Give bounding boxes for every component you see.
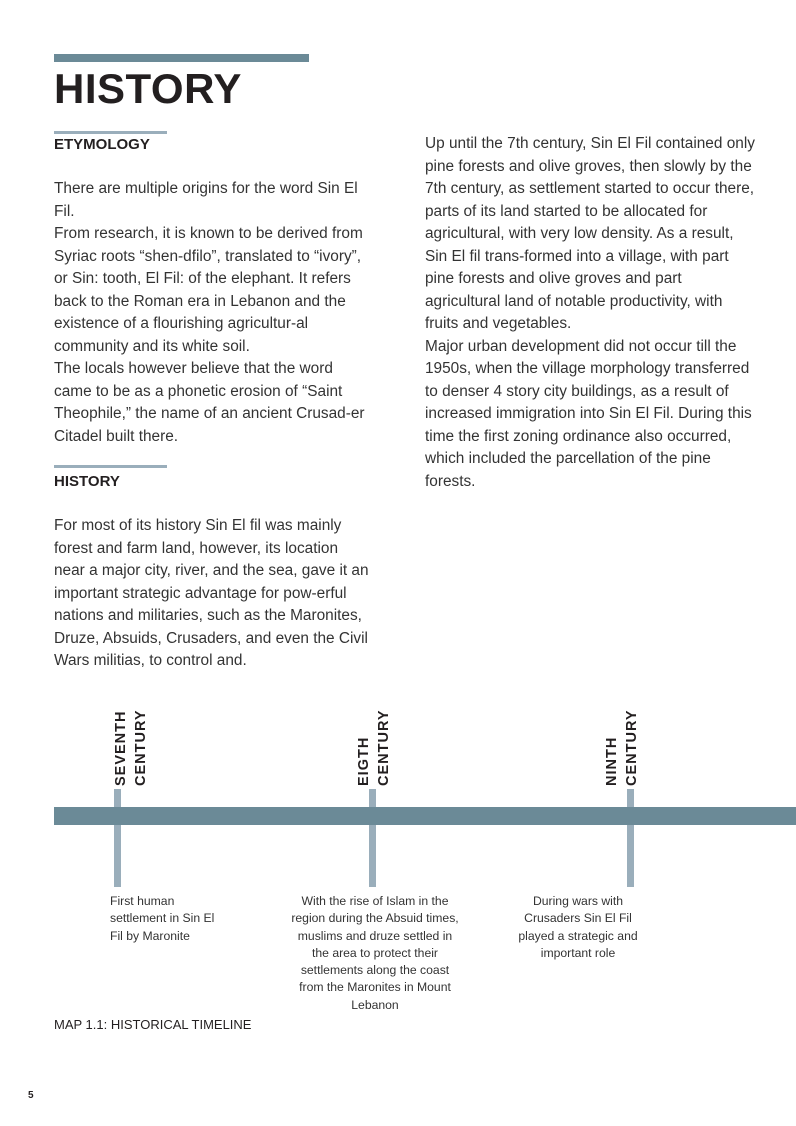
etymology-accent-bar: [54, 131, 167, 134]
history-heading: HISTORY: [54, 473, 120, 490]
timeline-label-line2: CENTURY: [624, 709, 640, 786]
timeline-description-eighth: With the rise of Islam in the region during the Absuid times, muslims and druze settled in the area to protect their settlements along the coast from the Maronites in Mount Lebanon: [291, 894, 459, 1012]
timeline-description-seventh: First human settlement in Sin El Fil by Maronite: [110, 894, 215, 943]
timeline-label-line2: CENTURY: [133, 709, 149, 786]
timeline-label-seventh-century: [111, 706, 151, 786]
timeline-tick-eighth-bottom: [369, 825, 376, 887]
timeline-description-ninth: During wars with Crusaders Sin El Fil played a strategic and important role: [518, 894, 638, 960]
timeline-tick-ninth-top: [627, 789, 634, 807]
history-text: [54, 515, 372, 673]
timeline-tick-seventh-bottom: [114, 825, 121, 887]
timeline-tick-seventh-top: [114, 789, 121, 807]
right-column-text: [425, 133, 755, 493]
map-caption: MAP 1.1: HISTORICAL TIMELINE: [54, 1017, 252, 1032]
timeline-tick-ninth-bottom: [627, 825, 634, 887]
etymology-paragraph-2: From research, it is known to be derived from Syriac roots “shen-dfilo”, translated to “ivory”, or Sin: tooth, El Fil: of the elephant. It refers back to the Roman era in Lebanon and the existence of a flourishing agricultur-al community and its white soil.: [54, 225, 363, 355]
right-paragraph-1: Up until the 7th century, Sin El Fil contained only pine forests and olive groves, then slowly by the 7th century, as settlement started to occur there, parts of its land started to be allocated for agricultural, with very low density. As a result, Sin El fil trans-formed into a village, with part pine forests and olive groves and part agricultural land of notable productivity, with fruits and vegetables.: [425, 135, 755, 332]
timeline-tick-eighth-top: [369, 789, 376, 807]
etymology-paragraph-3: The locals however believe that the word came to be as a phonetic erosion of “Saint Theophile,” the name of an ancient Crusad-er Citadel built there.: [54, 360, 365, 445]
timeline-label-line2: CENTURY: [376, 709, 392, 786]
etymology-text: [54, 178, 372, 448]
timeline-label-ninth-century: [602, 706, 642, 786]
timeline-bar: [54, 807, 796, 825]
timeline-label-line1: SEVENTH: [113, 710, 129, 786]
history-accent-bar: [54, 465, 167, 468]
page-number: 5: [28, 1090, 34, 1101]
title-accent-bar: [54, 54, 309, 62]
timeline-label-line1: EIGTH: [356, 736, 372, 786]
timeline-label-eighth-century: [354, 706, 394, 786]
etymology-heading: ETYMOLOGY: [54, 136, 150, 153]
right-paragraph-2: Major urban development did not occur till the 1950s, when the village morphology transferred to denser 4 story city buildings, as a result of increased immigration into Sin El Fil. During this time the first zoning ordinance also occurred, which included the parcellation of the pine forests.: [425, 337, 752, 490]
page-title: HISTORY: [54, 65, 242, 112]
timeline-label-line1: NINTH: [604, 736, 620, 786]
history-paragraph-1: For most of its history Sin El fil was mainly forest and farm land, however, its location near a major city, river, and the sea, gave it an important strategic advantage for pow-erful nations and militaries, such as the Maronites, Druze, Absuids, Crusaders, and even the Civil Wars militias, to control and.: [54, 517, 369, 669]
etymology-paragraph-1: There are multiple origins for the word Sin El Fil.: [54, 180, 358, 220]
